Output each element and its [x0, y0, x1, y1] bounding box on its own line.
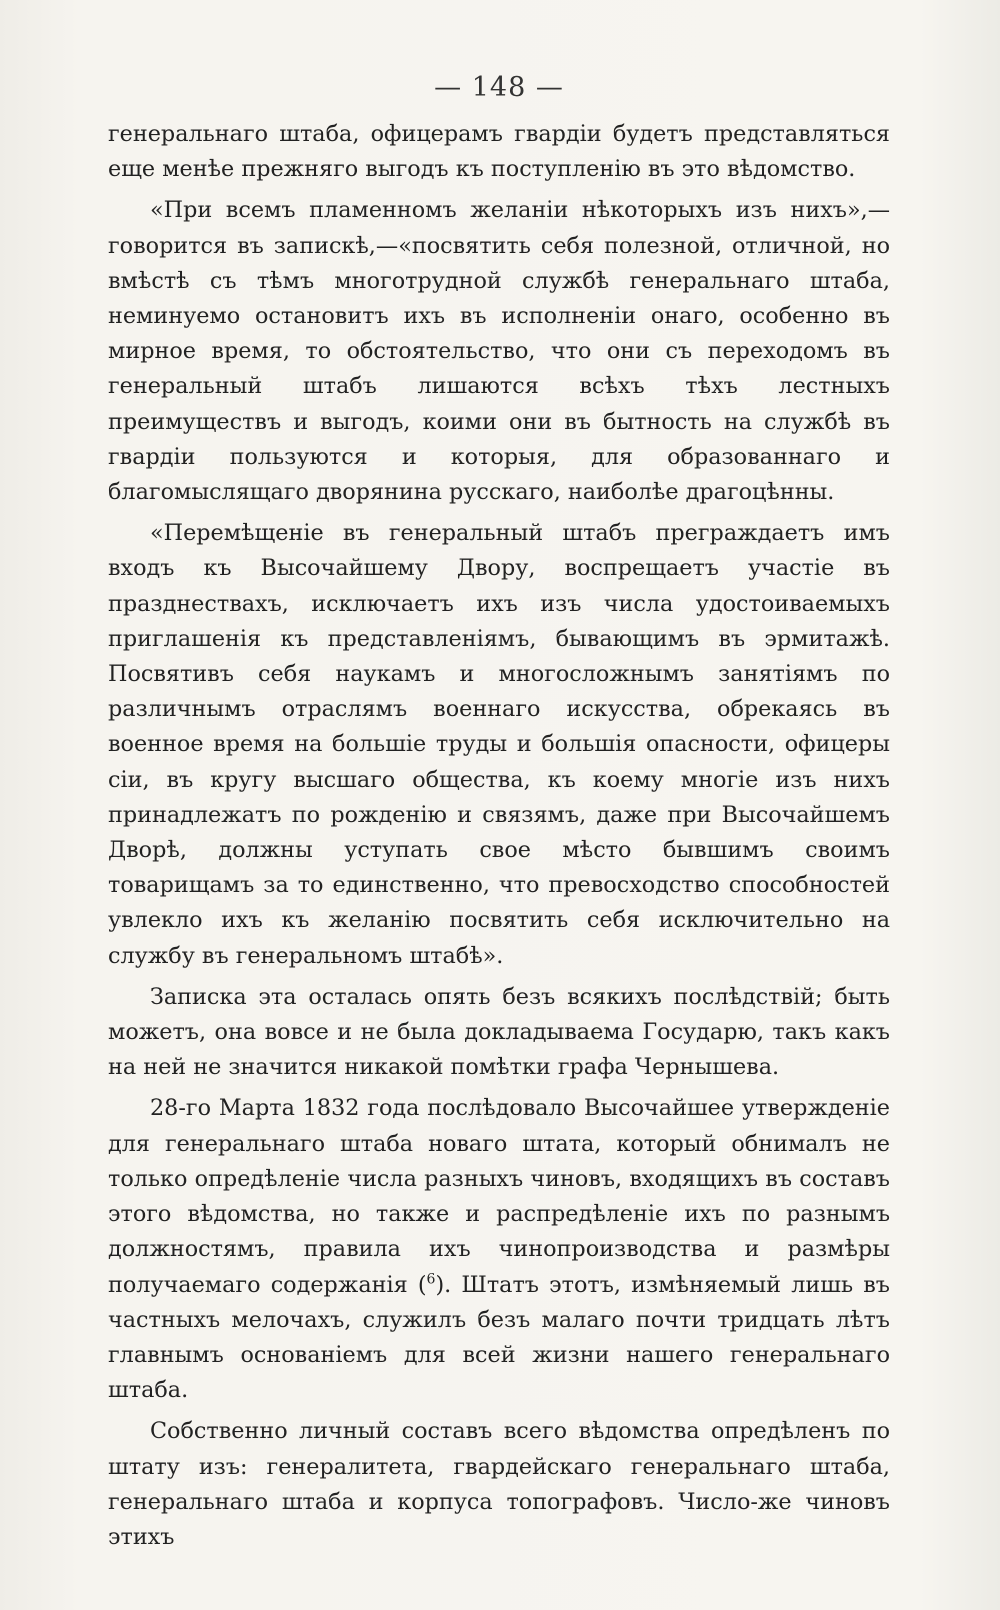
- paragraph-3-text: «Перемѣщеніе въ генеральный штабъ преграждаетъ имъ входъ къ Высочайшему Двору, воспрещаетъ участіе въ празднествахъ, исключаетъ ихъ изъ числа удостоиваемыхъ приглашенія къ представленіямъ, бывающимъ въ эрмитажѣ. Посвятивъ себя наукамъ и многосложнымъ занятіямъ по различнымъ отраслямъ военнаго искусства, обрекаясь въ военное время на большіе труды и большія опасности, офицеры сіи, въ кругу высшаго общества, къ коему многіе изъ нихъ принадлежатъ по рожденію и связямъ, даже при Высочайшемъ Дворѣ, должны уступать свое мѣсто бывшимъ своимъ товарищамъ за то единственно, что превосходство способностей увлекло ихъ къ желанію посвятить себя исключительно на службу въ генеральномъ штабѣ».: [108, 520, 890, 969]
- paragraph-4: [108, 980, 890, 1086]
- paragraph-2: [108, 193, 890, 510]
- paragraph-6-text: Собственно личный составъ всего вѣдомства опредѣленъ по штату изъ: генералитета, гвардейскаго генеральнаго штаба, генеральнаго штаба и корпуса топографовъ. Число-же чиновъ этихъ: [108, 1418, 890, 1550]
- paragraph-2-text: «При всемъ пламенномъ желаніи нѣкоторыхъ изъ нихъ»,— говорится въ запискѣ,—«посвятить себя полезной, отличной, но вмѣстѣ съ тѣмъ многотрудной службѣ генеральнаго штаба, неминуемо остановитъ ихъ въ исполненіи онаго, особенно въ мирное время, то обстоятельство, что они съ переходомъ въ генеральный штабъ лишаются всѣхъ тѣхъ лестныхъ преимуществъ и выгодъ, коими они въ бытность на службѣ въ гвардіи пользуются и которыя, для образованнаго и благомыслящаго дворянина русскаго, наиболѣе драгоцѣнны.: [108, 197, 890, 506]
- paragraph-6: [108, 1414, 890, 1555]
- text-body: [108, 117, 890, 1555]
- footnote-reference: 6: [426, 1271, 436, 1288]
- paragraph-5-text: 28-го Марта 1832 года послѣдовало Высочайшее утвержденіе для генеральнаго штаба новаго штата, который обнималъ не только опредѣленіе числа разныхъ чиновъ, входящихъ въ составъ этого вѣдомства, но также и распредѣленіе ихъ по разнымъ должностямъ, правила ихъ чинопроизводства и размѣры получаемаго содержанія (: [108, 1095, 890, 1298]
- paragraph-1-text: генеральнаго штаба, офицерамъ гвардіи будетъ представляться еще менѣе прежняго выгодъ къ поступленію въ это вѣдомство.: [108, 121, 890, 183]
- paragraph-5-text-after: ). Штатъ этотъ, измѣняемый лишь въ частныхъ мелочахъ, служилъ безъ малаго почти тридцать лѣтъ главнымъ основаніемъ для всей жизни нашего генеральнаго штаба.: [108, 1271, 890, 1404]
- paragraph-4-text: Записка эта осталась опять безъ всякихъ послѣдствій; быть можетъ, она вовсе и не была докладываема Государю, такъ какъ на ней не значится никакой помѣтки графа Чернышева.: [108, 983, 890, 1081]
- paragraph-3: [108, 516, 890, 974]
- page-number: — 148 —: [434, 72, 564, 103]
- paragraph-5: [108, 1091, 890, 1408]
- paragraph-1: [108, 117, 890, 187]
